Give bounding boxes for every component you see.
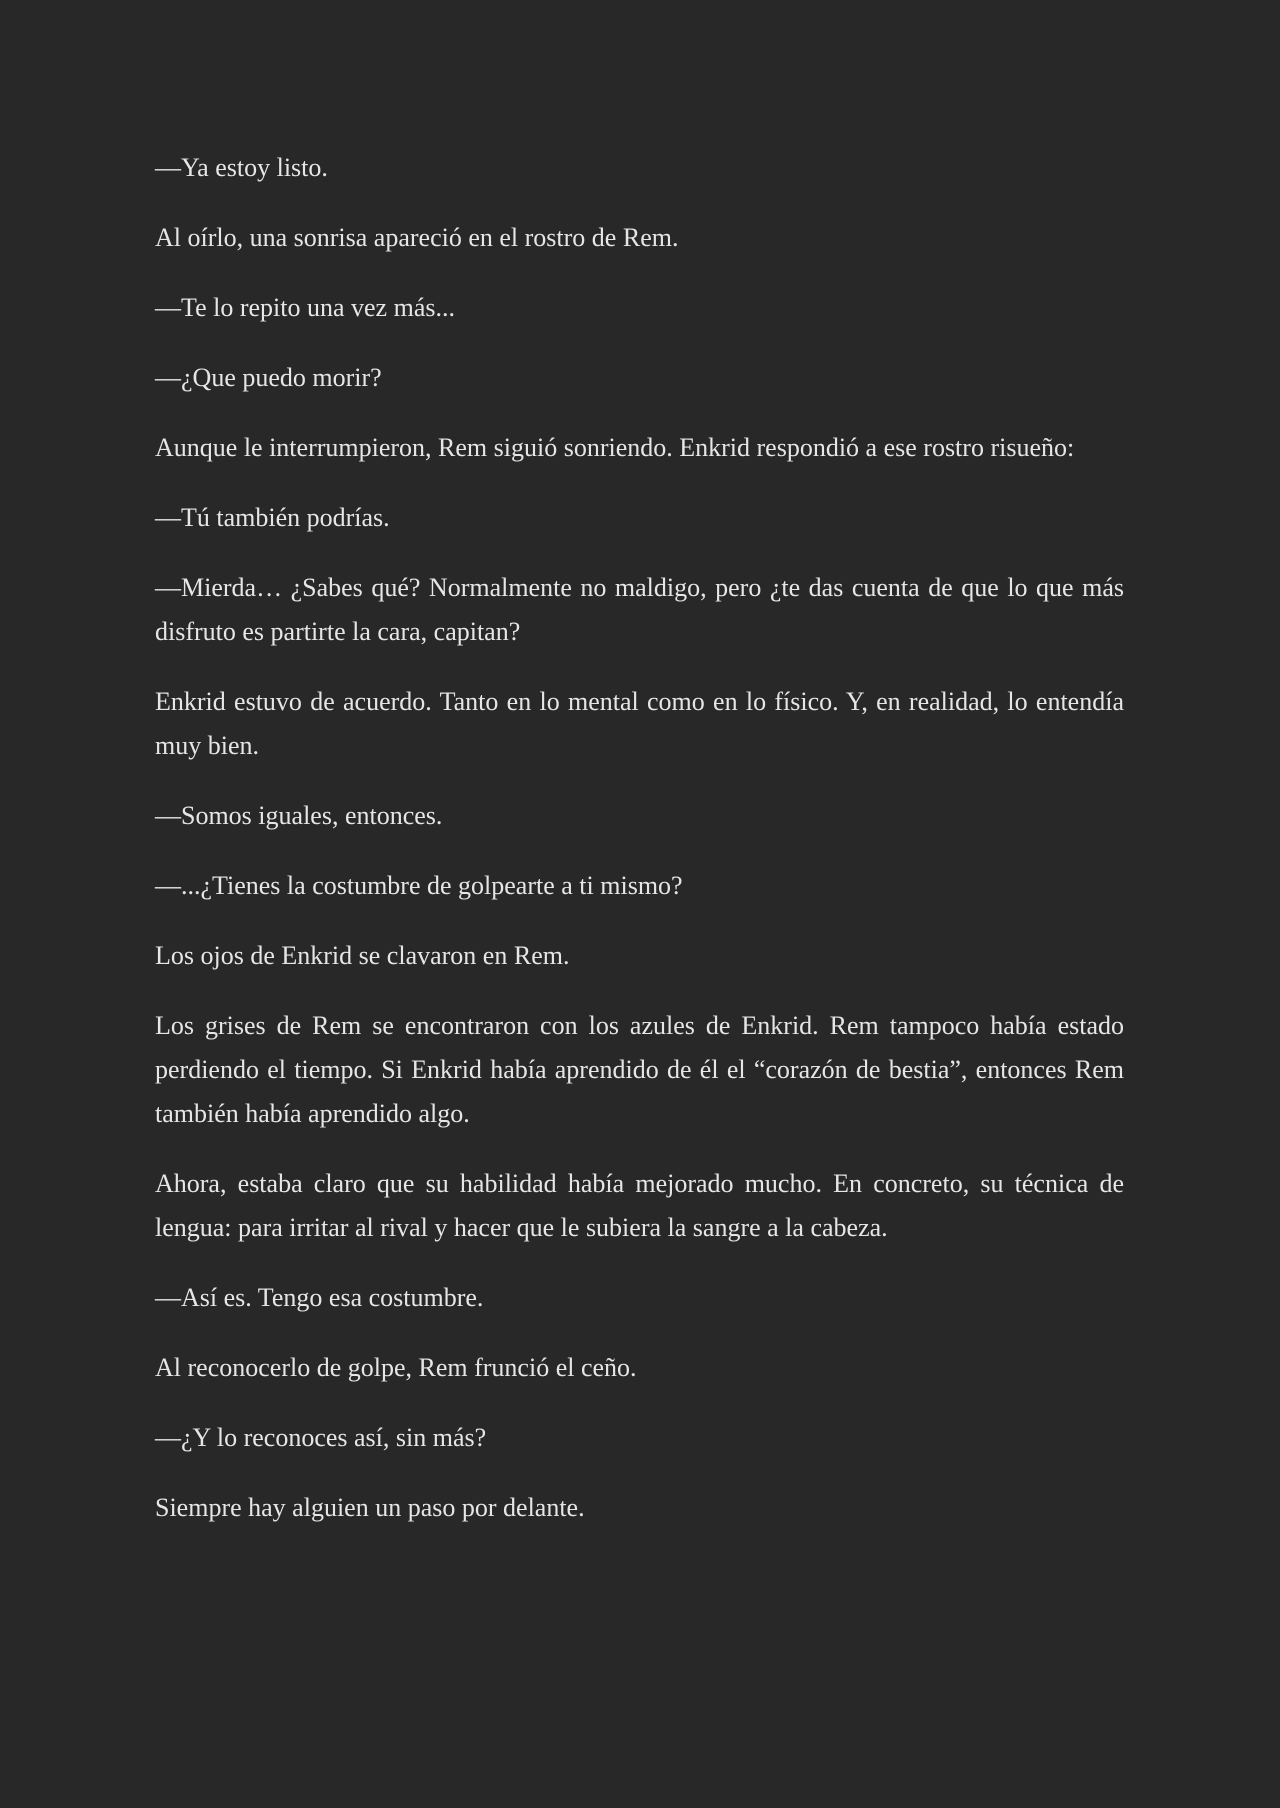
paragraph: —¿Y lo reconoces así, sin más?	[155, 1423, 487, 1452]
paragraph: —Mierda… ¿Sabes qué? Normalmente no maldigo, pero ¿te das cuenta de que lo que más disfruto es partirte la cara, capitan?	[155, 573, 1124, 646]
paragraph: —Te lo repito una vez más...	[155, 293, 455, 322]
paragraph: Al oírlo, una sonrisa apareció en el rostro de Rem.	[155, 223, 679, 252]
paragraph: —¿Que puedo morir?	[155, 363, 382, 392]
paragraph: —Tú también podrías.	[155, 503, 390, 532]
paragraph: Ahora, estaba claro que su habilidad había mejorado mucho. En concreto, su técnica de lengua: para irritar al rival y hacer que le subiera la sangre a la cabeza.	[155, 1169, 1124, 1242]
paragraph: Enkrid estuvo de acuerdo. Tanto en lo mental como en lo físico. Y, en realidad, lo entendía muy bien.	[155, 687, 1124, 760]
paragraph: Los ojos de Enkrid se clavaron en Rem.	[155, 941, 570, 970]
paragraph: Aunque le interrumpieron, Rem siguió sonriendo. Enkrid respondió a ese rostro risueño:	[155, 433, 1075, 462]
paragraph: Siempre hay alguien un paso por delante.	[155, 1493, 585, 1522]
paragraph: Los grises de Rem se encontraron con los azules de Enkrid. Rem tampoco había estado perdiendo el tiempo. Si Enkrid había aprendido de él el “corazón de bestia”, entonces Rem también había aprendido algo.	[155, 1011, 1124, 1128]
paragraph: —Ya estoy listo.	[155, 153, 328, 182]
paragraph: Al reconocerlo de golpe, Rem frunció el ceño.	[155, 1353, 637, 1382]
paragraph: —Somos iguales, entonces.	[155, 801, 443, 830]
paragraph: —Así es. Tengo esa costumbre.	[155, 1283, 484, 1312]
document-body	[155, 146, 1124, 1556]
paragraph: —...¿Tienes la costumbre de golpearte a ti mismo?	[155, 871, 683, 900]
